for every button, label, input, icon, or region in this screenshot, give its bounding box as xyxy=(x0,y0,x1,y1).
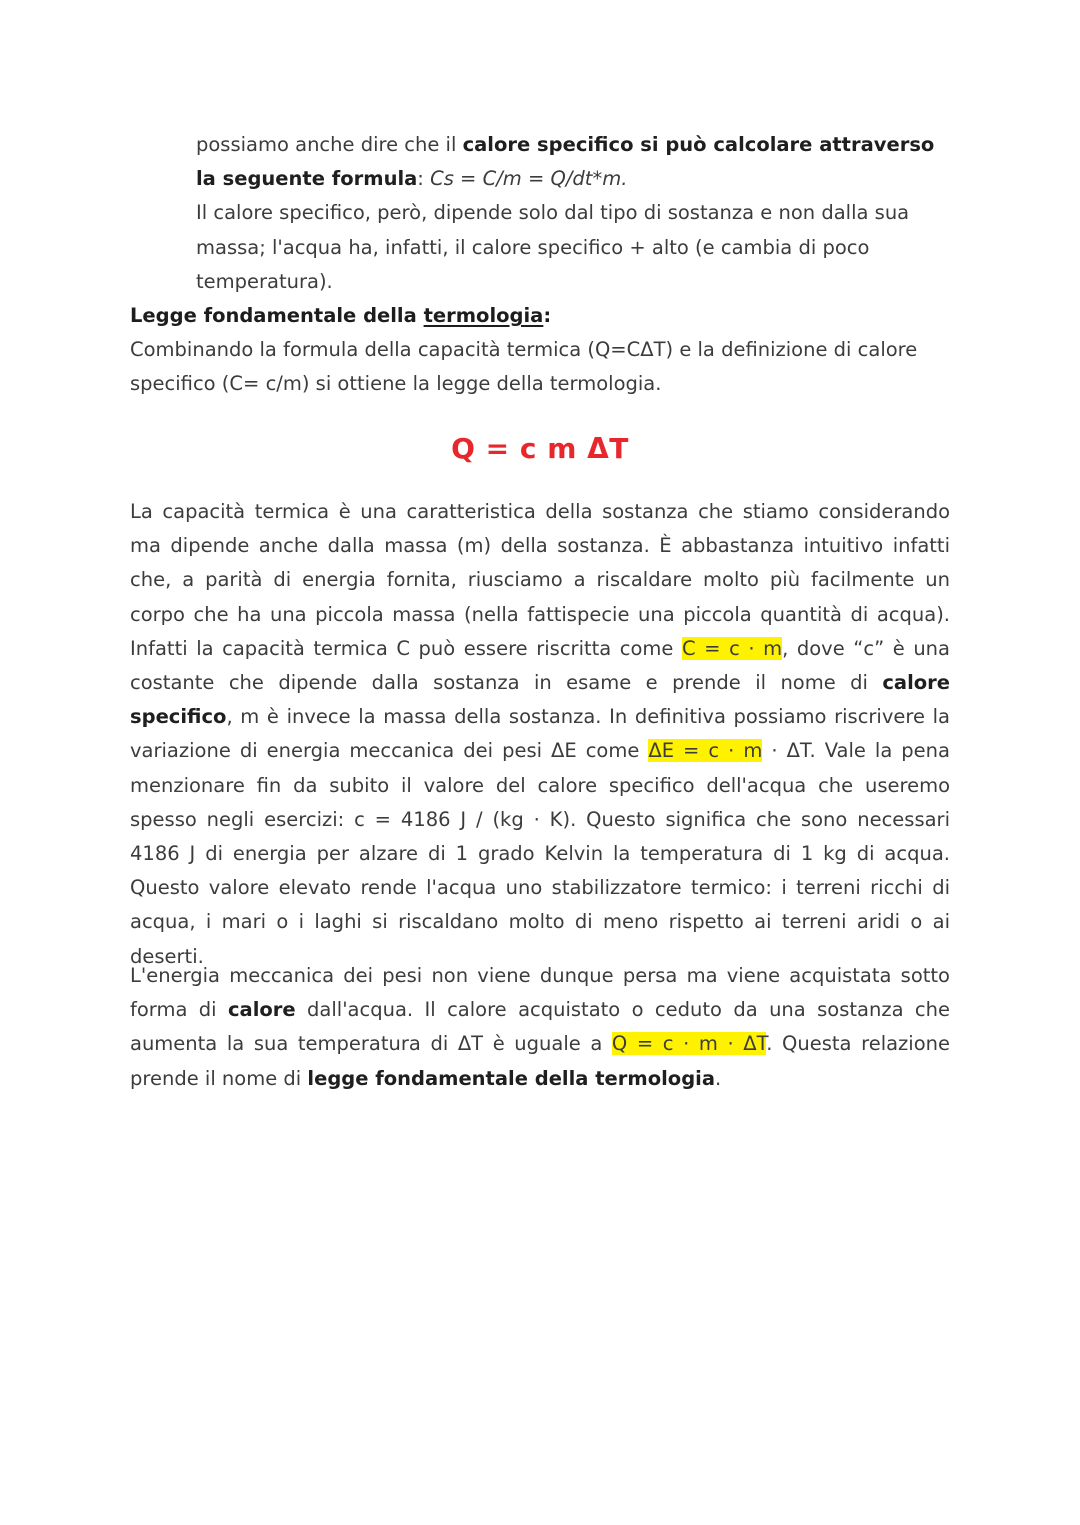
formula-text: Cs = C/m = Q/dt*m. xyxy=(430,167,628,191)
bold-text: legge fondamentale della termologia xyxy=(307,1066,715,1090)
highlight: C = c · m xyxy=(682,636,783,660)
highlight: ΔE = c · m xyxy=(648,739,763,763)
bold-text: calore specifico si può calcolare attraverso la seguente formula xyxy=(196,133,935,191)
paragraph-1: La capacità termica è una caratteristica della sostanza che stiamo considerando ma dipende anche dalla massa (m) della sostanza. È abbastanza intuitivo infatti che, a parità di energia fornita, riusciamo a riscaldare molto più facilmente un corpo che ha una piccola massa (nella fattispecie una piccola quantità di acqua). Infatti la capacità termica C può essere riscritta come C = c · m, dove “c” è una costante che dipende dalla sostanza in esame e prende il nome di calore specifico, m è invece la massa della sostanza. In definitiva possiamo riscrivere la variazione di energia meccanica dei pesi ΔE come ΔE = c · m · ΔT. Vale la pena menzionare fin da subito il valore del calore specifico dell'acqua che useremo spesso negli esercizi: c = 4186 J / (kg · K). Questo significa che sono necessari 4186 J di energia per alzare di 1 grado Kelvin la temperatura di 1 kg di acqua. Questo valore elevato rende l'acqua uno stabilizzatore termico: i terreni ricchi di acqua, i mari o i laghi si riscaldano molto di meno rispetto ai terreni aridi o ai deserti. xyxy=(130,500,950,968)
specific-heat-note: Il calore specifico, però, dipende solo dal tipo di sostanza e non dalla sua massa; l'acqua ha, infatti, il calore specifico + alto (e cambia di poco temperatura). xyxy=(196,201,910,293)
text: : xyxy=(417,167,431,191)
highlight: Q = c · m · ΔT xyxy=(611,1032,767,1056)
text: possiamo anche dire che il xyxy=(196,133,463,156)
paragraph-2: L'energia meccanica dei pesi non viene dunque persa ma viene acquistata sotto forma di calore dall'acqua. Il calore acquistato o ceduto da una sostanza che aumenta la sua temperatura di ΔT è uguale a Q = c · m · ΔT. Questa relazione prende il nome di legge fondamentale della termologia. xyxy=(130,964,951,1090)
bold-text: calore xyxy=(228,998,296,1022)
intro-paragraph: Combinando la formula della capacità termica (Q=CΔT) e la definizione di calore specifico (C= c/m) si ottiene la legge della termologia. xyxy=(130,338,918,396)
underlined-word: termologia xyxy=(423,304,544,327)
section-heading: Legge fondamentale della termologia: xyxy=(130,304,552,327)
main-formula: Q = c m ΔT xyxy=(451,432,629,465)
indented-block xyxy=(196,128,936,299)
specific-heat-formula-line xyxy=(196,128,936,196)
bold-text: calore specifico xyxy=(130,671,950,729)
